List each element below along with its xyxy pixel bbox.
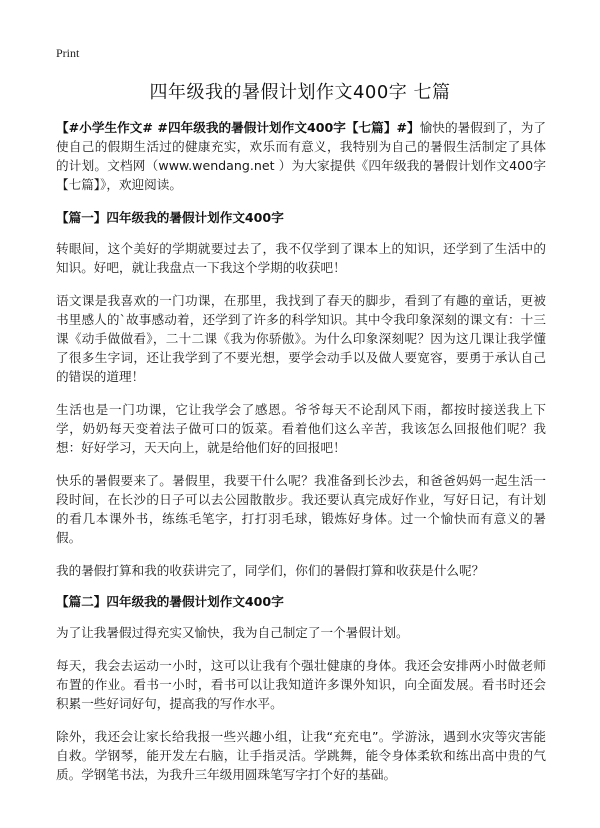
page-title: 四年级我的暑假计划作文400字 七篇	[149, 82, 451, 103]
section-paragraph: 为了让我暑假过得充实又愉快，我为自己制定了一个暑假计划。	[56, 625, 409, 640]
article-content	[56, 118, 546, 798]
intro-paragraph	[56, 118, 546, 194]
section-paragraph: 除外，我还会让家长给我报一些兴趣小组，让我“充充电”。学游泳，遇到水灾等灾害能自救。学钢琴，能开发左右脑，让手指灵活。学跳舞，能令身体柔软和练出高中贵的气质。学钢笔书法，为我升三年级用圆珠笔写字打个好的基础。	[56, 729, 546, 782]
section-paragraph: 语文课是我喜欢的一门功课，在那里，我找到了春天的脚步，看到了有趣的童话，更被书里感人的`故事感动着，还学到了许多的科学知识。其中令我印象深刻的课文有：十三课《动手做做看》，二十二课《我为你骄傲》。为什么印象深刻呢？因为这几课让我学懂了很多生字词，还让我学到了不要光想，要学会动手以及做人要宽容，要勇于承认自己的错误的道理！	[56, 293, 546, 384]
intro-tag: 【#小学生作文# #四年级我的暑假计划作文400字【七篇】#】	[56, 120, 420, 135]
section-paragraph: 转眼间，这个美好的学期就要过去了，我不仅学到了课本上的知识，还学到了生活中的知识。好吧，就让我盘点一下我这个学期的收获吧！	[56, 241, 546, 275]
section-heading: 【篇二】四年级我的暑假计划作文400字	[56, 594, 284, 609]
section-paragraph: 快乐的暑假要来了。暑假里，我要干什么呢？我准备到长沙去，和爸爸妈妈一起生活一段时间，在长沙的日子可以去公园散散步。我还要认真完成好作业，写好日记，有计划的看几本课外书，练练毛笔字，打打羽毛球，锻炼好身体。过一个愉快而有意义的暑假。	[56, 473, 546, 545]
section-paragraph: 每天，我会去运动一小时，这可以让我有个强壮健康的身体。我还会安排两小时做老师布置的作业。看书一小时，看书可以让我知道许多课外知识，向全面发展。看书时还会积累一些好词好句，提高我的写作水平。	[56, 658, 546, 711]
print-link[interactable]: Print	[56, 46, 80, 60]
intro-text: 愉快的暑假到了，为了使自己的假期生活过的健康充实，欢乐而有意义，我特别为自己的暑假生活制定了具体的计划。文档网（www.wendang.net ）为大家提供《四年级我的暑假计划作文400字【七篇】》，欢迎阅读。	[56, 120, 546, 192]
section-heading: 【篇一】四年级我的暑假计划作文400字	[56, 210, 284, 225]
section-paragraph: 我的暑假打算和我的收获讲完了，同学们，你们的暑假打算和收获是什么呢？	[56, 563, 485, 578]
section-paragraph: 生活也是一门功课，它让我学会了感恩。爷爷每天不论刮风下雨，都按时接送我上下学，奶奶每天变着法子做可口的饭菜。看着他们这么辛苦，我该怎么回报他们呢？我想：好好学习，天天向上，就是给他们好的回报吧！	[56, 402, 546, 455]
